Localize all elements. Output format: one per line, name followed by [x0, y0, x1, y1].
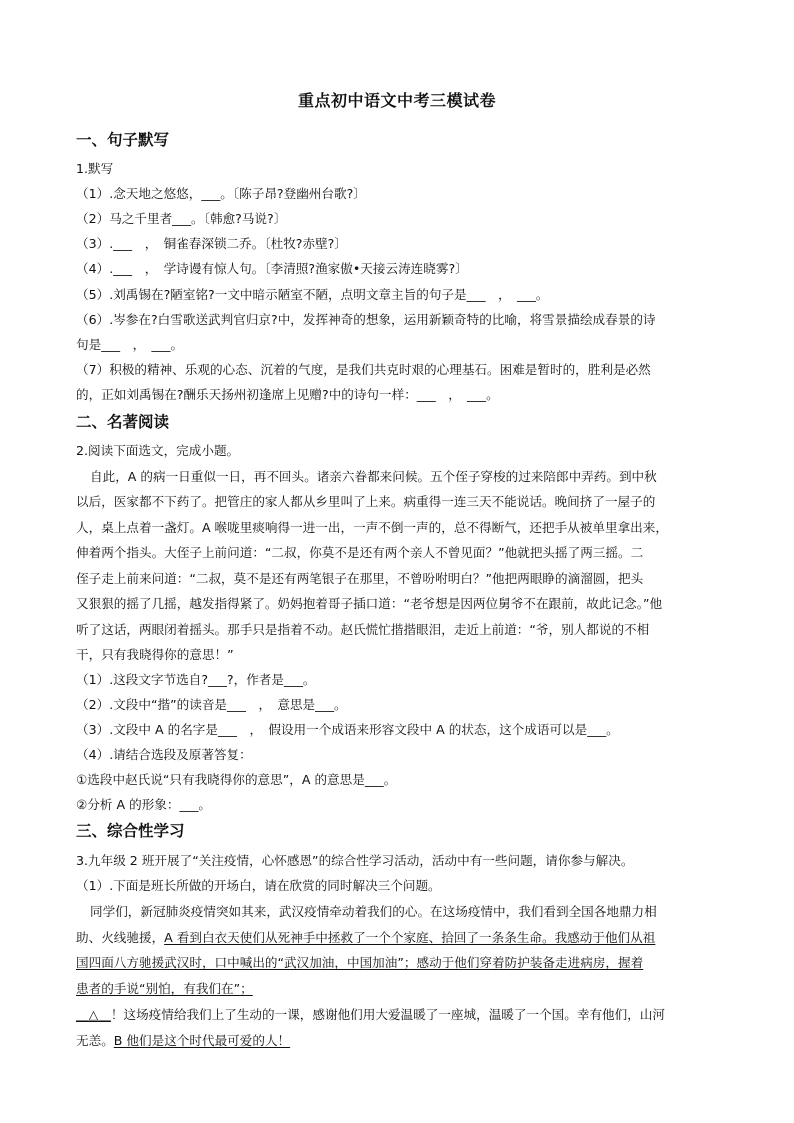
q1-item-7a: （7）积极的精神、乐观的心态、沉着的气度，是我们共克时艰的心理基石。困难是暂时的，胜利是必然: [76, 362, 651, 377]
q1-head: 1.默写: [76, 161, 114, 176]
speech-line-5: [76, 1009, 665, 1022]
q1-item-2: （2）马之千里者___。〔韩愈?马说?〕: [76, 211, 287, 226]
speech-line-4: 患者的手说“别怕，有我们在”；: [76, 981, 253, 996]
q1-item-3: （3）.___ ， 铜雀春深锁二乔。〔杜牧?赤壁?〕: [76, 236, 347, 251]
passage-line-6: 又狠狠的摇了几摇，越发指得紧了。奶妈抱着哥子插口道：“老爷想是因两位舅爷不在跟前，故此记念。”他: [76, 596, 663, 611]
speech-line-2-plain: 助、火线驰援，: [76, 930, 165, 945]
passage-line-1: 自此，A 的病一日重似一日，再不回头。诸亲六眷都来问候。五个侄子穿梭的过来陪郎中弄药。到中秋: [90, 469, 657, 484]
q2-sub-2: （2）.文段中“揩”的读音是___ ， 意思是___。: [76, 697, 347, 712]
q2-sub-4-1: ①选段中赵氏说“只有我晓得你的意思”，A 的意思是___。: [76, 772, 397, 787]
q1-item-4: （4）.___ ， 学诗谩有惊人句。〔李清照?渔家傲•天接云涛连晓雾?〕: [76, 261, 468, 276]
passage-line-8: 干，只有我晓得你的意思！”: [76, 647, 234, 662]
underlined-sentence-b: B 他们是这个时代最可爱的人！: [113, 1033, 291, 1048]
section-heading-3: 三、综合性学习: [76, 822, 185, 840]
section-heading-1: 一、句子默写: [76, 131, 170, 149]
section-heading-2: 二、名著阅读: [76, 413, 170, 431]
q2-sub-4: （4）.请结合选段及原著答复：: [76, 747, 252, 762]
q3-head: 3.九年级 2 班开展了“关注疫情，心怀感恩”的综合性学习活动，活动中有一些问题，请你参与解决。: [76, 853, 634, 868]
q1-item-6b: 句是___ ， ___。: [76, 337, 184, 352]
q3-sub-1: （1）.下面是班长所做的开场白，请在欣赏的同时解决三个问题。: [76, 878, 441, 893]
speech-line-6-plain: 无恙。: [76, 1033, 114, 1048]
speech-line-6: [76, 1035, 290, 1048]
passage-line-4: 伸着两个指头。大侄子上前问道：“二叔，你莫不是还有两个亲人不曾见面？”他就把头摇了两三摇。二: [76, 545, 644, 560]
q2-sub-1: （1）.这段文字节选自?___?，作者是___。: [76, 672, 316, 687]
speech-line-3: 国四面八方驰援武汉时，口中喊出的“武汉加油，中国加油”；感动于他们穿着防护装备走进病房，握着: [76, 955, 644, 970]
speech-line-2: [76, 932, 655, 945]
q1-item-1: （1）.念天地之悠悠，___。〔陈子昂?登幽州台歌?〕: [76, 186, 366, 201]
underlined-sentence-a: A 看到白衣天使们从死神手中拯救了一个个家庭、拾回了一条条生命。我感动于他们从祖: [164, 930, 656, 945]
blank-triangle: ＿△＿: [76, 1007, 111, 1022]
speech-line-5-text: ！这场疫情给我们上了生动的一课，感谢他们用大爱温暖了一座城，温暖了一个国。幸有他们，山河: [110, 1007, 665, 1022]
passage-line-2: 以后，医家都不下药了。把管庄的家人都从乡里叫了上来。病重得一连三天不能说话。晚间挤了一屋子的: [76, 494, 656, 509]
passage-line-7: 听了这话，两眼闭着摇头。那手只是指着不动。赵氏慌忙揩揩眼泪，走近上前道：“爷，别人都说的不相: [76, 622, 650, 637]
q2-sub-3: （3）.文段中 A 的名字是___ ， 假设用一个成语来形容文段中 A 的状态，这个成语可以是___。: [76, 722, 619, 737]
q2-head: 2.阅读下面选文，完成小题。: [76, 443, 240, 458]
passage-line-5: 侄子走上前来问道：“二叔，莫不是还有两笔银子在那里，不曾吩咐明白？”他把两眼睁的滴溜圆，把头: [76, 571, 644, 586]
q2-sub-4-2: ②分析 A 的形象：___。: [76, 797, 211, 812]
speech-line-1: 同学们，新冠肺炎疫情突如其来，武汉疫情牵动着我们的心。在这场疫情中，我们看到全国各地鼎力相: [90, 904, 657, 919]
q1-item-6a: （6）.岑参在?白雪歌送武判官归京?中，发挥神奇的想象，运用新颖奇特的比喻，将雪景描绘成春景的诗: [76, 312, 656, 327]
q1-item-7b: 的，正如刘禹锡在?酬乐天扬州初逢席上见赠?中的诗句一样：___ ， ___。: [76, 387, 499, 402]
passage-line-3: 人，桌上点着一盏灯。A 喉咙里痰响得一进一出，一声不倒一声的，总不得断气，还把手从被单里拿出来，: [76, 520, 668, 535]
q1-item-5: （5）.刘禹锡在?陋室铭?一文中暗示陋室不陋，点明文章主旨的句子是___ ， ___。: [76, 287, 549, 302]
page-title: 重点初中语文中考三模试卷: [297, 91, 496, 110]
